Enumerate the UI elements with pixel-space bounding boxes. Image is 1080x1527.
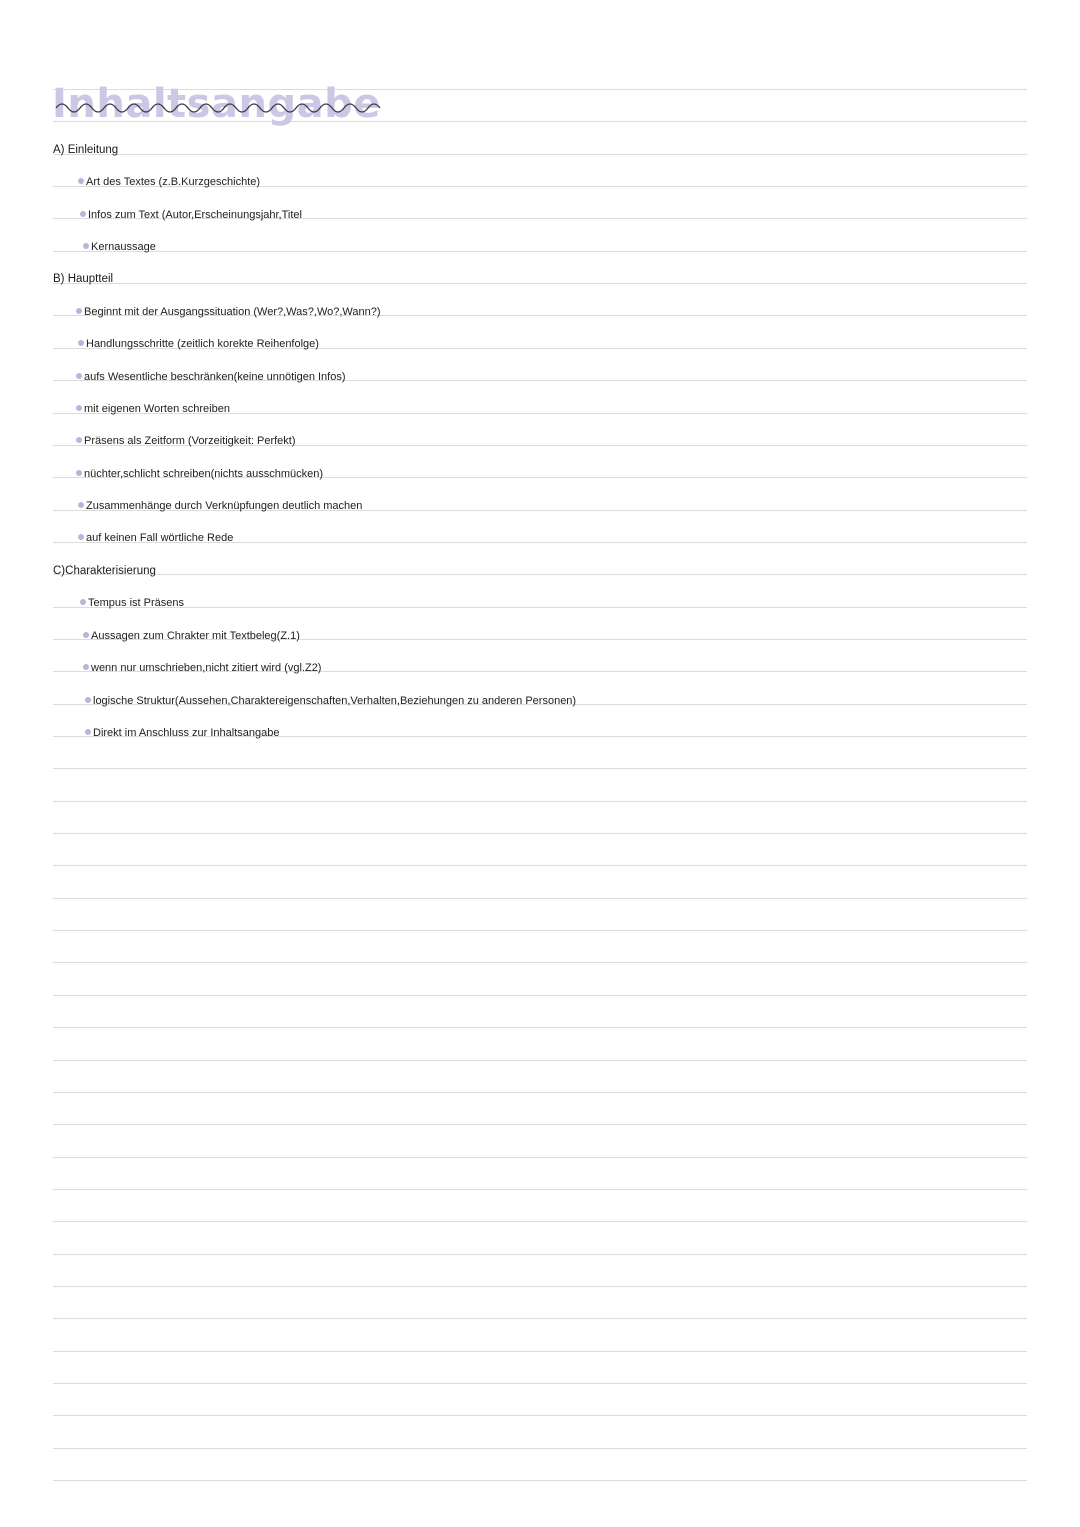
dot-icon [76, 437, 82, 443]
ruled-line [53, 1286, 1027, 1287]
section-heading-b: B) Hauptteil [53, 273, 114, 285]
dot-icon [78, 340, 84, 346]
ruled-line [53, 1060, 1027, 1061]
ruled-line [53, 898, 1027, 899]
ruled-line [53, 1448, 1027, 1449]
section-heading-c: C)Charakterisierung [53, 565, 156, 577]
list-item: logische Struktur(Aussehen,Charaktereigenschaften,Verhalten,Beziehungen zu anderen Personen) [85, 694, 576, 708]
dot-icon [76, 373, 82, 379]
dot-icon [76, 308, 82, 314]
ruled-line [53, 1092, 1027, 1093]
dot-icon [78, 534, 84, 540]
ruled-line [53, 1318, 1027, 1319]
dot-icon [80, 211, 86, 217]
list-item: aufs Wesentliche beschränken(keine unnötigen Infos) [76, 370, 346, 384]
dot-icon [76, 405, 82, 411]
list-item: Aussagen zum Chrakter mit Textbeleg(Z.1) [83, 629, 300, 643]
list-item: Präsens als Zeitform (Vorzeitigkeit: Perfekt) [76, 434, 296, 448]
ruled-line [53, 995, 1027, 996]
list-item: Infos zum Text (Autor,Erscheinungsjahr,Titel [80, 208, 302, 222]
dot-icon [78, 178, 84, 184]
handwriting-decoration [52, 81, 392, 127]
ruled-line [53, 1027, 1027, 1028]
ruled-line [53, 865, 1027, 866]
ruled-line [53, 1254, 1027, 1255]
list-item: Direkt im Anschluss zur Inhaltsangabe [85, 726, 279, 740]
list-item: auf keinen Fall wörtliche Rede [78, 531, 233, 545]
ruled-line [53, 1383, 1027, 1384]
list-item: Zusammenhänge durch Verknüpfungen deutlich machen [78, 499, 362, 513]
dot-icon [80, 599, 86, 605]
ruled-line [53, 1157, 1027, 1158]
section-heading-a: A) Einleitung [53, 144, 119, 156]
title-text: Inhaltsangabe [52, 81, 381, 127]
ruled-line [53, 768, 1027, 769]
dot-icon [83, 664, 89, 670]
list-item: Beginnt mit der Ausgangssituation (Wer?,Was?,Wo?,Wann?) [76, 305, 381, 319]
list-item: nüchter,schlicht schreiben(nichts ausschmücken) [76, 467, 323, 481]
ruled-line [53, 283, 1027, 284]
ruled-line [53, 607, 1027, 608]
dot-icon [76, 470, 82, 476]
ruled-line [53, 251, 1027, 252]
ruled-line [53, 1189, 1027, 1190]
page-title [52, 81, 381, 127]
dot-icon [78, 502, 84, 508]
dot-icon [85, 697, 91, 703]
list-item: Kernaussage [83, 240, 156, 254]
ruled-line [53, 962, 1027, 963]
list-item: wenn nur umschrieben,nicht zitiert wird (vgl.Z2) [83, 661, 321, 675]
ruled-line [53, 154, 1027, 155]
ruled-line [53, 1221, 1027, 1222]
ruled-line [53, 1480, 1027, 1481]
dot-icon [83, 632, 89, 638]
ruled-line [53, 1415, 1027, 1416]
list-item: Tempus ist Präsens [80, 596, 184, 610]
ruled-line [53, 930, 1027, 931]
list-item: Handlungsschritte (zeitlich korekte Reihenfolge) [78, 337, 319, 351]
ruled-line [53, 1124, 1027, 1125]
ruled-line [53, 1351, 1027, 1352]
dot-icon [85, 729, 91, 735]
list-item: mit eigenen Worten schreiben [76, 402, 230, 416]
ruled-line [53, 574, 1027, 575]
ruled-line [53, 801, 1027, 802]
dot-icon [83, 243, 89, 249]
list-item: Art des Textes (z.B.Kurzgeschichte) [78, 175, 260, 189]
ruled-line [53, 833, 1027, 834]
